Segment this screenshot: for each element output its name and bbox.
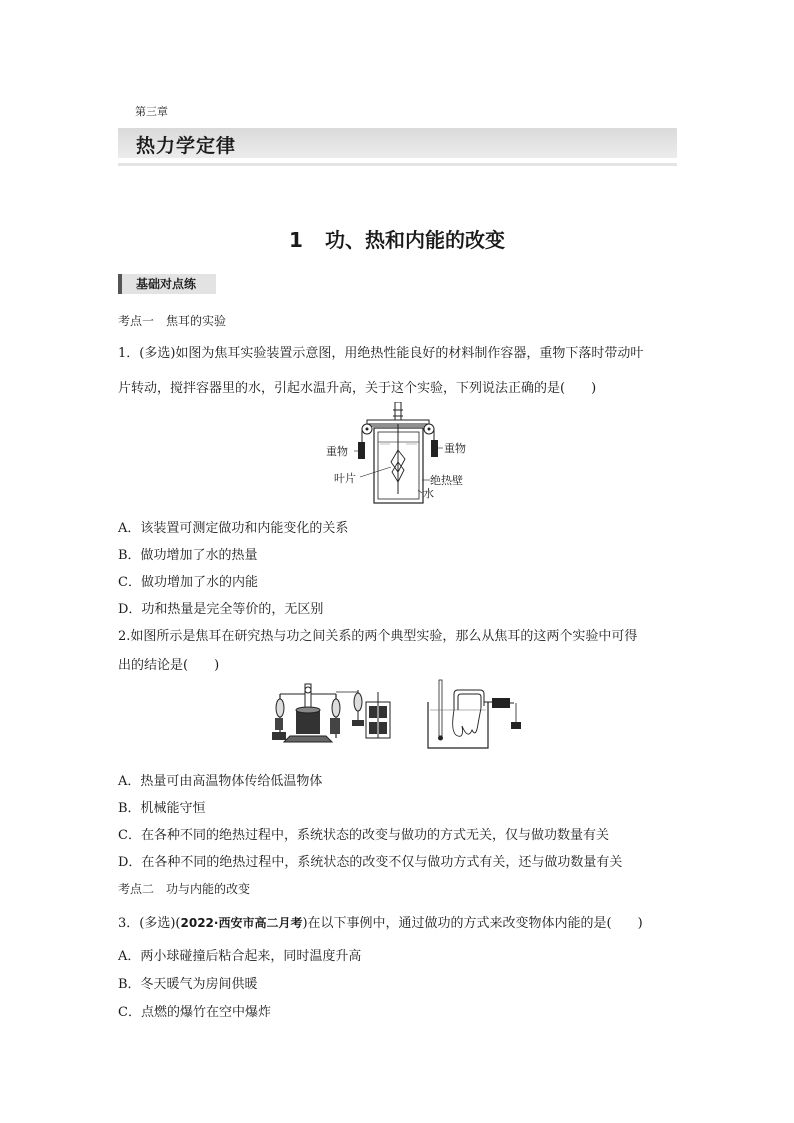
question-3-stem: [118, 912, 643, 931]
weight-left-block: [358, 442, 365, 459]
chapter-label: 第三章: [135, 105, 168, 118]
weight-right-block: [431, 440, 438, 457]
joule-pulley-figure: [268, 680, 393, 752]
chapter-banner-divider: [118, 163, 677, 166]
question-3-option-b: B．冬天暖气为房间供暖: [118, 977, 258, 992]
practice-tag: [118, 274, 216, 294]
practice-tag-label: 基础对点练: [136, 277, 197, 291]
question-1-option-c: C．做功增加了水的内能: [118, 575, 258, 590]
question-3-source: 2022·西安市高二月考: [180, 916, 303, 930]
label-weight-left: 重物: [326, 445, 348, 458]
section-title-text: 功、热和内能的改变: [324, 228, 505, 252]
label-blade: 叶片: [334, 472, 356, 485]
topic-heading-2: 考点二 功与内能的改变: [118, 882, 251, 896]
section-title: [0, 224, 794, 253]
question-3-option-c: C．点燃的爆竹在空中爆炸: [118, 1005, 271, 1020]
topic-heading-1: 考点一 焦耳的实验: [118, 314, 227, 328]
question-3-prefix: 3．(多选)(: [118, 916, 181, 931]
question-2-option-c: C．在各种不同的绝热过程中，系统状态的改变与做功的方式无关，仅与做功数量有关: [118, 828, 609, 843]
question-2-option-b: B．机械能守恒: [118, 801, 206, 816]
question-2-option-d: D．在各种不同的绝热过程中，系统状态的改变不仅与做功方式有关，还与做功数量有关: [118, 855, 623, 870]
question-1-option-d: D．功和热量是完全等价的，无区别: [118, 602, 324, 617]
question-2-line-1: 2.如图所示是焦耳在研究热与功之间关系的两个典型实验，那么从焦耳的这两个实验中可得: [118, 629, 638, 644]
joule-electric-figure: [424, 678, 524, 752]
label-insulated-wall: 绝热壁: [430, 474, 463, 487]
question-3-suffix: )在以下事例中，通过做功的方式来改变物体内能的是( ): [302, 916, 643, 931]
section-number: 1: [289, 228, 303, 252]
chapter-title: 热力学定律: [136, 135, 237, 157]
label-water: 水: [423, 487, 434, 500]
question-1-line-1: 1．(多选)如图为焦耳实验装置示意图，用绝热性能良好的材料制作容器，重物下落时带动叶: [118, 346, 644, 361]
question-1-option-a: A．该装置可测定做功和内能变化的关系: [118, 521, 349, 536]
question-1-line-2: 片转动，搅拌容器里的水，引起水温升高，关于这个实验，下列说法正确的是( ): [118, 381, 597, 396]
question-2-option-a: A．热量可由高温物体传给低温物体: [118, 774, 323, 789]
joule-apparatus-figure: [322, 402, 482, 505]
question-2-line-2: 出的结论是( ): [118, 658, 220, 673]
label-weight-right: 重物: [444, 442, 466, 455]
question-1-option-b: B．做功增加了水的热量: [118, 548, 258, 563]
question-3-option-a: A．两小球碰撞后粘合起来，同时温度升高: [118, 949, 362, 964]
